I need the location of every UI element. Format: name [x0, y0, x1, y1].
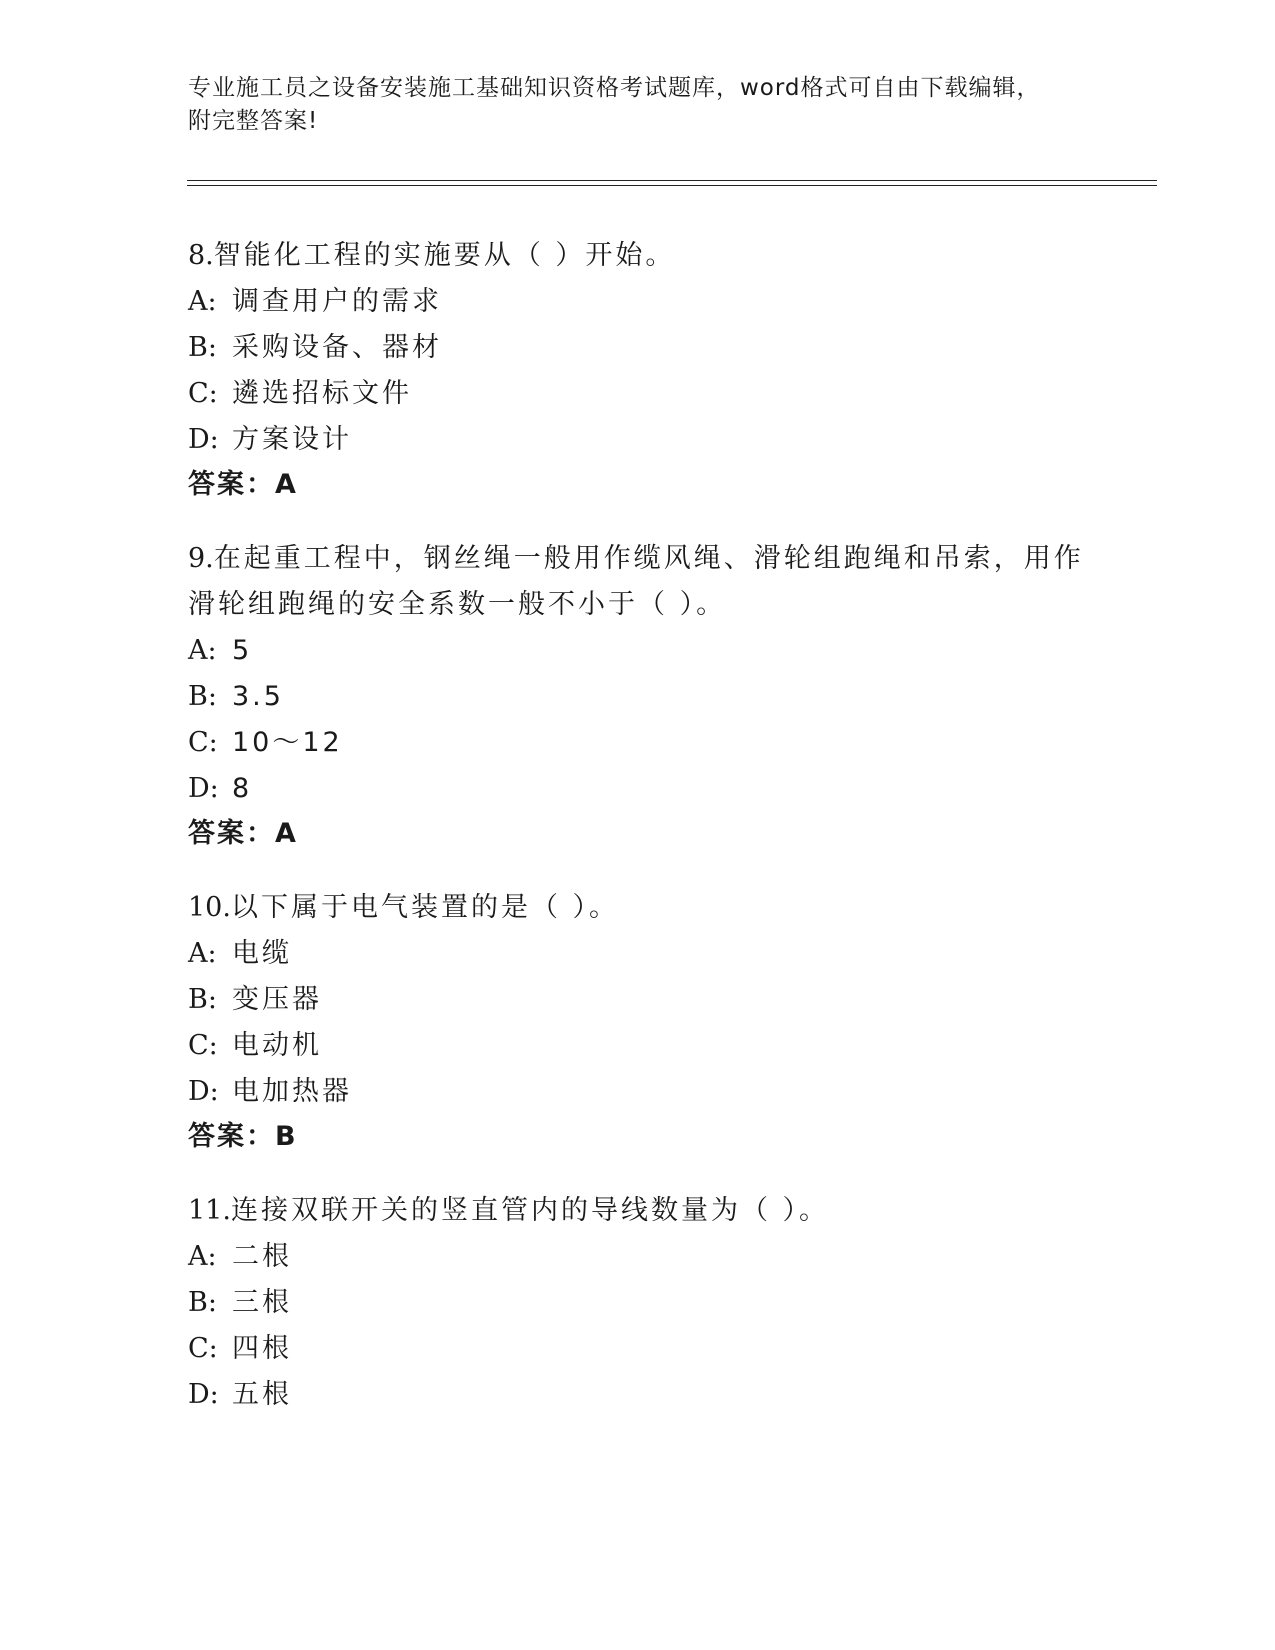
answer-label: 答案： [188, 1121, 275, 1152]
option-letter: A: [188, 938, 217, 969]
option-text: 电缆 [232, 938, 292, 969]
option-a [188, 1234, 1088, 1280]
option-text: 10～12 [232, 727, 343, 758]
answer-line [188, 463, 1088, 507]
option-c [188, 371, 1088, 417]
option-text: 8 [232, 773, 253, 804]
document-header [188, 72, 1088, 138]
option-letter: C: [188, 1333, 218, 1364]
option-a [188, 931, 1088, 977]
option-letter: C: [188, 727, 218, 758]
option-letter: A: [188, 635, 217, 666]
option-c [188, 1023, 1088, 1069]
option-b [188, 325, 1088, 371]
option-text: 五根 [232, 1379, 292, 1410]
option-d [188, 417, 1088, 463]
question-text [188, 885, 1088, 931]
answer-line [188, 1115, 1088, 1159]
answer-value: A [275, 469, 298, 500]
option-text: 5 [232, 635, 253, 666]
option-d [188, 766, 1088, 812]
answer-line [188, 812, 1088, 856]
question-text [188, 233, 1088, 279]
option-text: 二根 [232, 1241, 292, 1272]
option-b [188, 977, 1088, 1023]
question-stem: 连接双联开关的竖直管内的导线数量为（ ）。 [230, 1195, 830, 1226]
option-letter: D: [188, 1379, 219, 1410]
option-c [188, 720, 1088, 766]
question-number: 8. [188, 240, 214, 271]
question-8 [188, 233, 1088, 507]
option-letter: D: [188, 424, 219, 455]
question-stem: 以下属于电气装置的是（ ）。 [230, 892, 620, 923]
answer-value: A [275, 818, 298, 849]
question-text [188, 536, 1088, 628]
header-line-1: 专业施工员之设备安装施工基础知识资格考试题库，word格式可自由下载编辑， [188, 75, 1041, 101]
option-text: 变压器 [232, 984, 322, 1015]
option-text: 四根 [232, 1333, 292, 1364]
option-d [188, 1372, 1088, 1418]
option-letter: D: [188, 1076, 219, 1107]
question-text [188, 1188, 1088, 1234]
question-number: 9. [188, 543, 214, 574]
header-divider-bottom [187, 185, 1157, 186]
option-a [188, 279, 1088, 325]
question-number: 10. [188, 892, 231, 923]
header-line-2: 附完整答案! [188, 108, 319, 134]
option-letter: B: [188, 984, 217, 1015]
header-divider-top [187, 180, 1157, 181]
question-9 [188, 536, 1088, 856]
option-a [188, 628, 1088, 674]
option-c [188, 1326, 1088, 1372]
option-letter: B: [188, 332, 217, 363]
option-letter: C: [188, 1030, 218, 1061]
option-text: 采购设备、器材 [232, 332, 442, 363]
question-number: 11. [188, 1195, 231, 1226]
option-text: 电加热器 [232, 1076, 352, 1107]
question-stem: 智能化工程的实施要从（ ）开始。 [213, 240, 676, 271]
option-letter: B: [188, 681, 217, 712]
option-text: 遴选招标文件 [232, 378, 412, 409]
question-stem: 在起重工程中，钢丝绳一般用作缆风绳、滑轮组跑绳和吊索，用作滑轮组跑绳的安全系数一般不小于（ ）。 [188, 543, 1084, 620]
option-text: 三根 [232, 1287, 292, 1318]
option-b [188, 1280, 1088, 1326]
option-text: 3.5 [232, 681, 284, 712]
option-d [188, 1069, 1088, 1115]
option-text: 调查用户的需求 [232, 286, 442, 317]
question-list [188, 233, 1088, 1447]
question-11 [188, 1188, 1088, 1418]
answer-label: 答案： [188, 818, 275, 849]
option-text: 电动机 [232, 1030, 322, 1061]
answer-label: 答案： [188, 469, 275, 500]
option-letter: C: [188, 378, 218, 409]
question-10 [188, 885, 1088, 1159]
option-letter: A: [188, 286, 217, 317]
answer-value: B [275, 1121, 298, 1152]
option-text: 方案设计 [232, 424, 352, 455]
option-letter: B: [188, 1287, 217, 1318]
option-letter: A: [188, 1241, 217, 1272]
option-b [188, 674, 1088, 720]
option-letter: D: [188, 773, 219, 804]
